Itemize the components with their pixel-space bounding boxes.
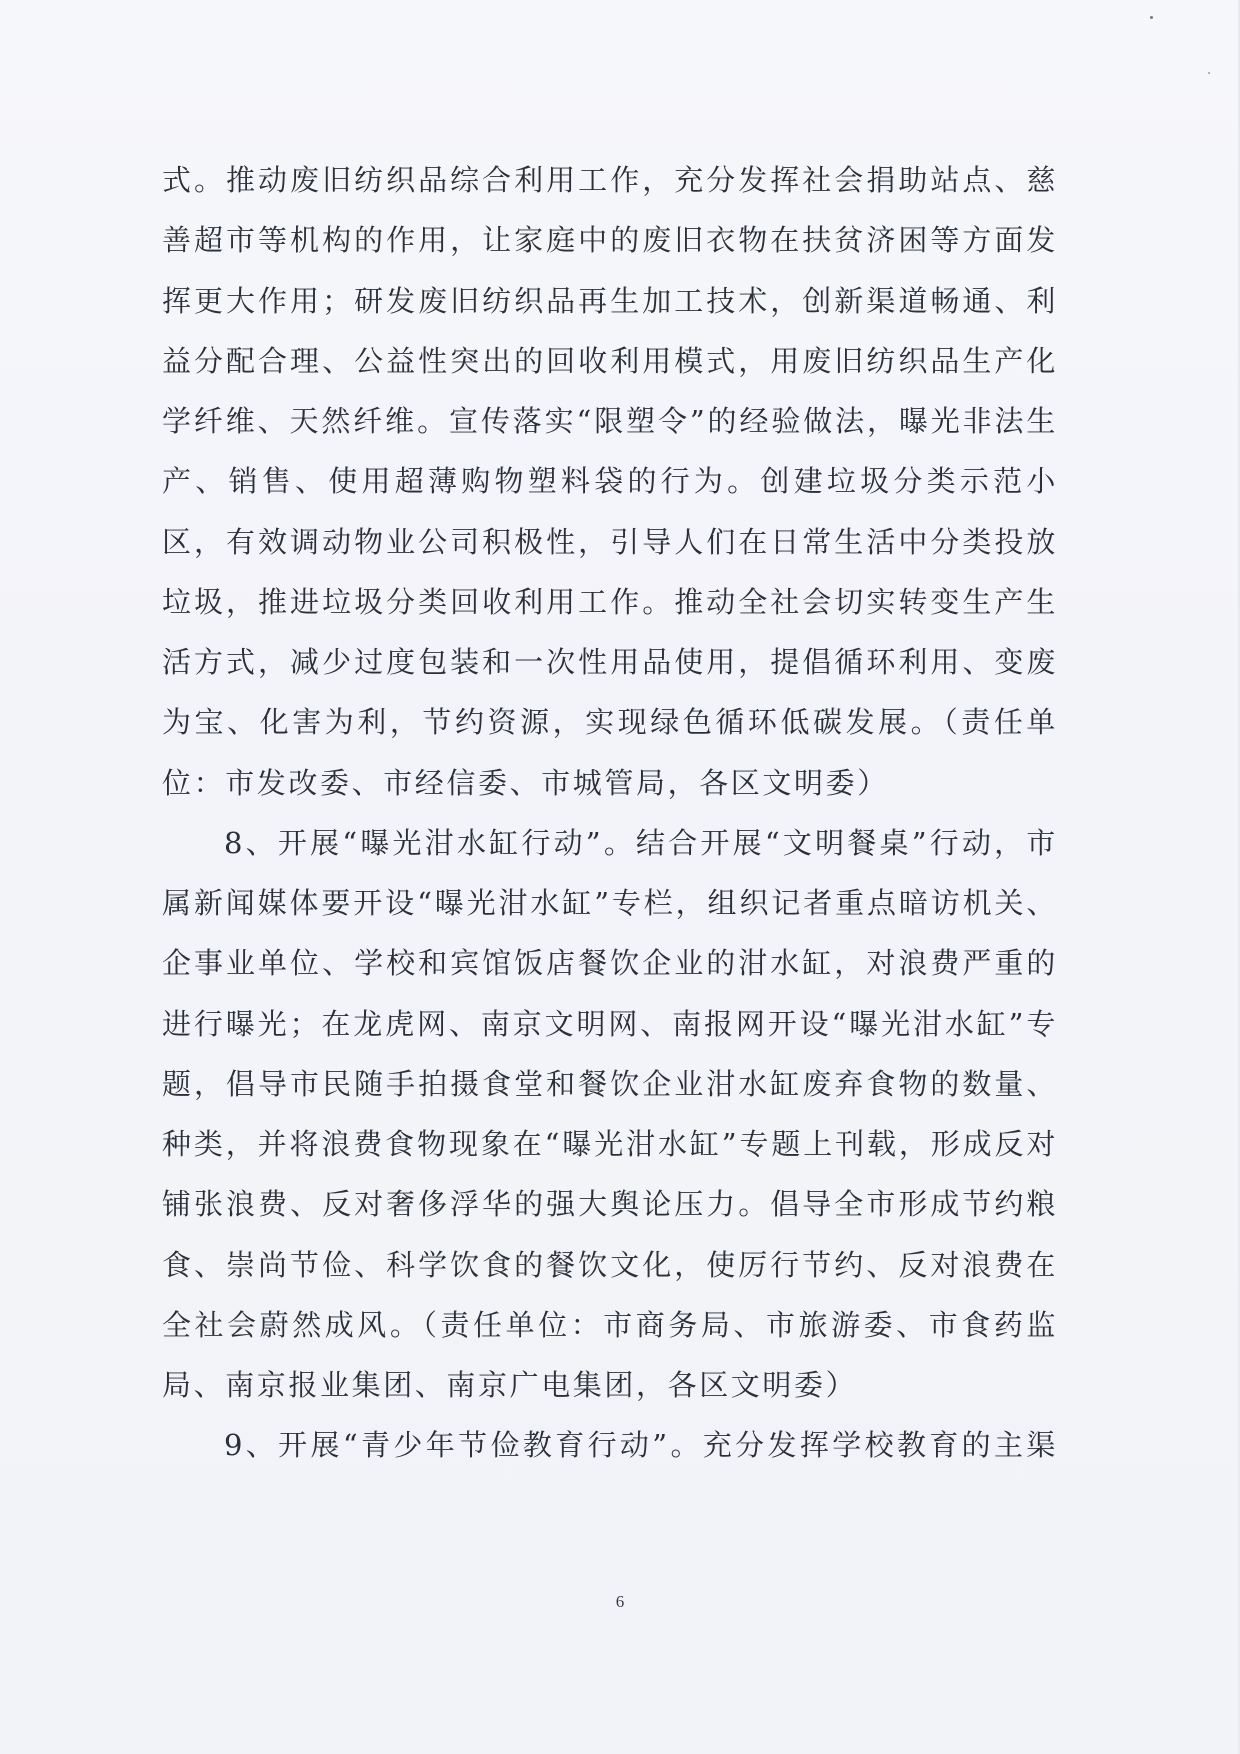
paragraph-continuation: 式。推动废旧纺织品综合利用工作，充分发挥社会捐助站点、慈善超市等机构的作用，让家庭中的废旧衣物在扶贫济困等方面发挥更大作用；研发废旧纺织品再生加工技术，创新渠道畅通、利益分配合理、公益性突出的回收利用模式，用废旧纺织品生产化学纤维、天然纤维。宣传落实“限塑令”的经验做法，曝光非法生产、销售、使用超薄购物塑料袋的行为。创建垃圾分类示范小区，有效调动物业公司积极性，引导人们在日常生活中分类投放垃圾，推进垃圾分类回收利用工作。推动全社会切实转变生产生活方式，减少过度包装和一次性用品使用，提倡循环利用、变废为宝、化害为利，节约资源，实现绿色循环低碳发展。（责任单位：市发改委、市经信委、市城管局，各区文明委） bbox=[162, 163, 1058, 800]
document-body bbox=[162, 150, 1058, 1476]
scan-speck bbox=[1208, 72, 1210, 74]
paragraph-item-9: 9、开展“青少年节俭教育行动”。充分发挥学校教育的主渠 bbox=[224, 1428, 1058, 1463]
page-number: 6 bbox=[615, 1592, 625, 1611]
paragraph-item-8: 8、开展“曝光泔水缸行动”。结合开展“文明餐桌”行动，市属新闻媒体要开设“曝光泔水缸”专栏，组织记者重点暗访机关、企事业单位、学校和宾馆饭店餐饮企业的泔水缸，对浪费严重的进行曝光；在龙虎网、南京文明网、南报网开设“曝光泔水缸”专题，倡导市民随手拍摄食堂和餐饮企业泔水缸废弃食物的数量、种类，并将浪费食物现象在“曝光泔水缸”专题上刊载，形成反对铺张浪费、反对奢侈浮华的强大舆论压力。倡导全市形成节约粮食、崇尚节俭、科学饮食的餐饮文化，使厉行节约、反对浪费在全社会蔚然成风。（责任单位：市商务局、市旅游委、市食药监局、南京报业集团、南京广电集团，各区文明委） bbox=[162, 825, 1058, 1402]
scan-speck bbox=[1150, 16, 1153, 19]
